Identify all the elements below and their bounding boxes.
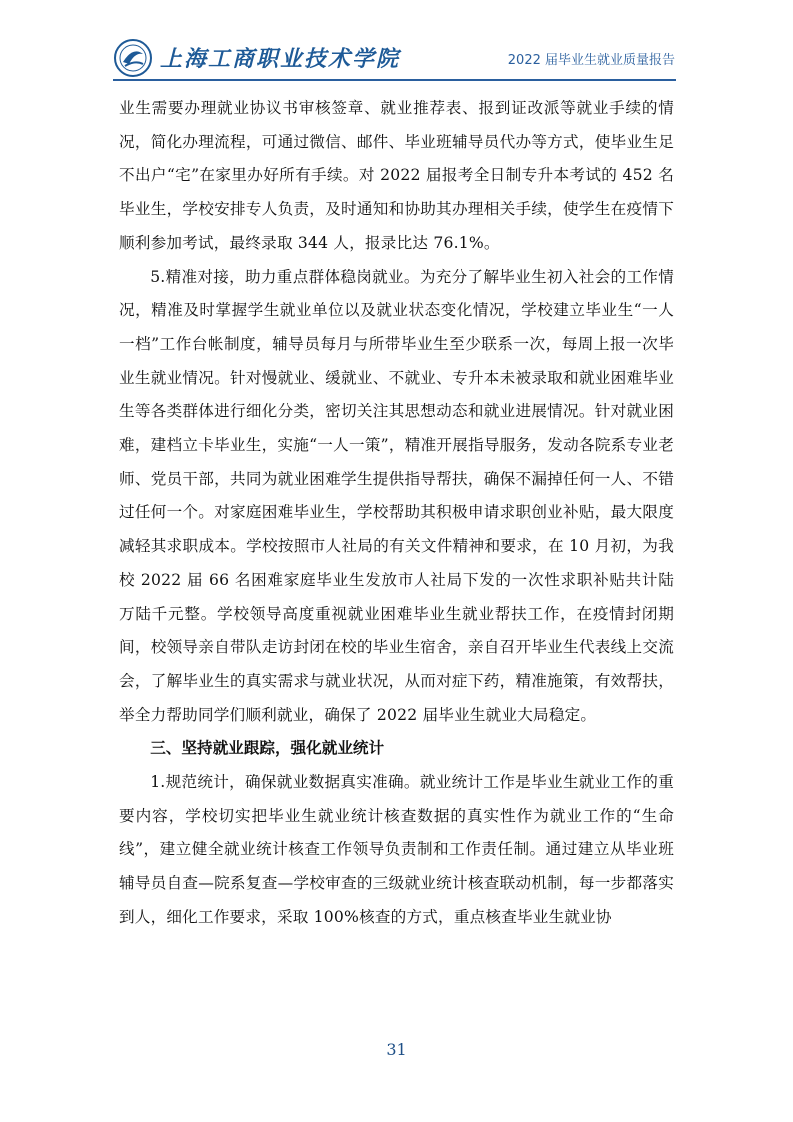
paragraph-standard-statistics: 1.规范统计，确保就业数据真实准确。就业统计工作是毕业生就业工作的重要内容，学校切实把毕业生就业统计核查数据的真实性作为就业工作的“生命线”，建立健全就业统计核查工作领导负责制和工作责任制。通过建立从毕业班辅导员自查—院系复查—学校审查的三级就业统计核查联动机制，每一步都落实到人，细化工作要求，采取 100%核查的方式，重点核查毕业生就业协 (119, 773, 674, 926)
header-divider (113, 79, 676, 81)
paragraph-precise-matching: 5.精准对接，助力重点群体稳岗就业。为充分了解毕业生初入社会的工作情况，精准及时掌握学生就业单位以及就业状态变化情况，学校建立毕业生“一人一档”工作台帐制度，辅导员每月与所带毕业生至少联系一次，每周上报一次毕业生就业情况。针对慢就业、缓就业、不就业、专升本未被录取和就业困难毕业生等各类群体进行细化分类，密切关注其思想动态和就业进展情况。针对就业困难，建档立卡毕业生，实施“一人一策”，精准开展指导服务，发动各院系专业老师、党员干部，共同为就业困难学生提供指导帮扶，确保不漏掉任何一人、不错过任何一个。对家庭困难毕业生，学校帮助其积极申请求职创业补贴，最大限度减轻其求职成本。学校按照市人社局的有关文件精神和要求，在 10 月初，为我校 2022 届 66 名困难家庭毕业生发放市人社局下发的一次性求职补贴共计陆万陆千元整。学校领导高度重视就业困难毕业生就业帮扶工作，在疫情封闭期间，校领导亲自带队走访封闭在校的毕业生宿舍，亲自召开毕业生代表线上交流会，了解毕业生的真实需求与就业状况，从而对症下药，精准施策，有效帮扶，举全力帮助同学们顺利就业，确保了 2022 届毕业生就业大局稳定。 (119, 267, 674, 724)
page-body (119, 92, 674, 935)
report-title: 2022 届毕业生就业质量报告 (507, 53, 675, 68)
paragraph-continued: 业生需要办理就业协议书审核签章、就业推荐表、报到证改派等就业手续的情况，简化办理流程，可通过微信、邮件、毕业班辅导员代办等方式，使毕业生足不出户“宅”在家里办好所有手续。对 2022 届报考全日制专升本考试的 452 名毕业生，学校安排专人负责，及时通知和协助其办理相关手续，使学生在疫情下顺利参加考试，最终录取 344 人，报录比达 76.1%。 (119, 99, 674, 252)
school-name: 上海工商职业技术学院 (160, 46, 401, 72)
page-header (0, 0, 793, 90)
school-emblem-icon (113, 38, 153, 78)
page-number: 31 (386, 1040, 407, 1059)
section-heading: 三、坚持就业跟踪，强化就业统计 (150, 739, 385, 758)
